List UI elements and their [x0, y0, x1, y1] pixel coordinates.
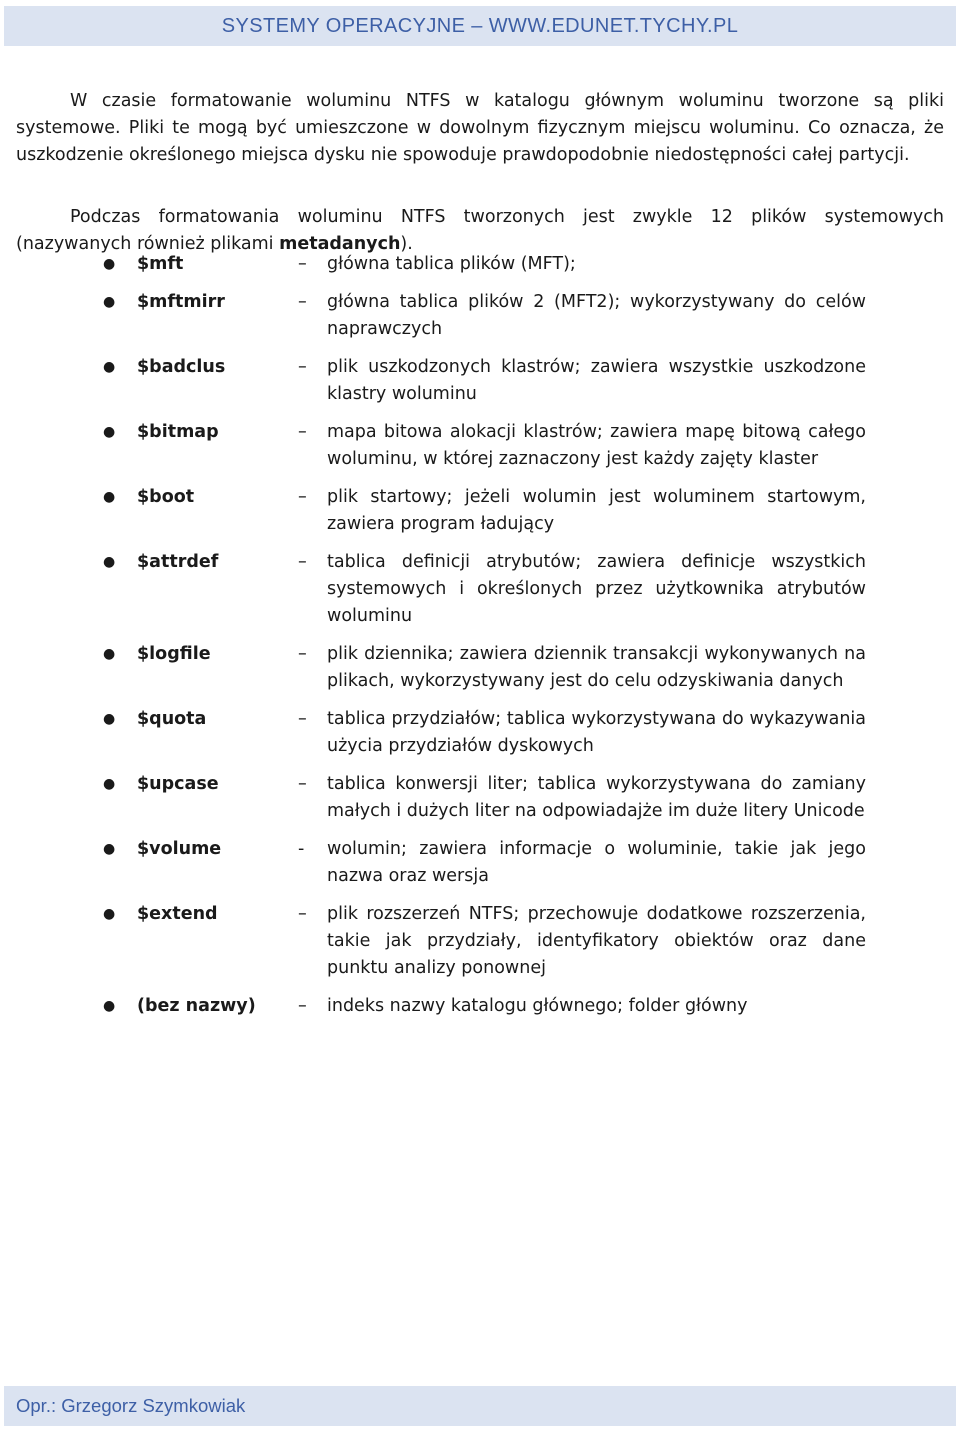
system-file-name: $volume	[137, 839, 222, 859]
system-file-item	[0, 641, 960, 695]
dash-separator: –	[298, 254, 307, 274]
system-file-item	[0, 484, 960, 538]
bullet-icon: ●	[103, 841, 116, 857]
dash-separator: –	[298, 904, 307, 924]
page-footer	[4, 1386, 956, 1426]
system-file-item	[0, 771, 960, 825]
metadata-term: metadanych	[279, 233, 401, 254]
bullet-icon: ●	[103, 256, 116, 272]
system-file-description: główna tablica plików (MFT);	[327, 254, 576, 274]
system-file-name: $quota	[137, 709, 207, 729]
dash-separator: –	[298, 422, 307, 442]
system-files-list	[0, 251, 960, 1020]
system-file-description: plik startowy; jeżeli wolumin jest woluminem startowym, zawiera program ładujący	[327, 487, 866, 534]
bullet-icon: ●	[103, 646, 116, 662]
footer-author: Opr.: Grzegorz Szymkowiak	[16, 1395, 246, 1416]
system-file-item	[0, 836, 960, 890]
bullet-icon: ●	[103, 711, 116, 727]
dash-separator: –	[298, 709, 307, 729]
system-file-name: $logfile	[137, 644, 211, 664]
bullet-icon: ●	[103, 359, 116, 375]
system-file-description: wolumin; zawiera informacje o woluminie, takie jak jego nazwa oraz wersja	[327, 839, 866, 886]
bullet-icon: ●	[103, 424, 116, 440]
system-file-description: tablica definicji atrybutów; zawiera definicje wszystkich systemowych i określonych przez użytkownika atrybutów woluminu	[327, 552, 866, 626]
metadata-paragraph-after: ).	[400, 233, 413, 254]
system-file-name: $extend	[137, 904, 218, 924]
system-file-name: $mftmirr	[137, 292, 225, 312]
dash-separator: –	[298, 774, 307, 794]
system-file-name: $bitmap	[137, 422, 219, 442]
dash-separator: –	[298, 292, 307, 312]
system-file-name: $badclus	[137, 357, 226, 377]
dash-separator: –	[298, 552, 307, 572]
dash-separator: –	[298, 644, 307, 664]
metadata-paragraph	[16, 204, 944, 258]
intro-paragraph	[16, 88, 944, 169]
system-file-name: $boot	[137, 487, 195, 507]
system-file-name: (bez nazwy)	[137, 996, 256, 1016]
bullet-icon: ●	[103, 776, 116, 792]
system-file-item	[0, 993, 960, 1020]
system-file-item	[0, 251, 960, 278]
dash-separator: –	[298, 487, 307, 507]
system-file-item	[0, 549, 960, 630]
system-file-description: tablica konwersji liter; tablica wykorzystywana do zamiany małych i dużych liter na odpowiadajże im duże litery Unicode	[327, 774, 866, 821]
system-file-item	[0, 354, 960, 408]
bullet-icon: ●	[103, 294, 116, 310]
dash-separator: -	[298, 839, 305, 859]
system-file-description: tablica przydziałów; tablica wykorzystywana do wykazywania użycia przydziałów dyskowych	[327, 709, 866, 756]
system-file-description: mapa bitowa alokacji klastrów; zawiera mapę bitową całego woluminu, w której zaznaczony jest każdy zajęty klaster	[327, 422, 866, 469]
bullet-icon: ●	[103, 554, 116, 570]
header-title: SYSTEMY OPERACYJNE – WWW.EDUNET.TYCHY.PL	[221, 14, 739, 37]
metadata-paragraph-before: Podczas formatowania woluminu NTFS tworzonych jest zwykle 12 plików systemowych (nazywanych również plikami	[16, 206, 944, 254]
intro-paragraph-text: W czasie formatowanie woluminu NTFS w katalogu głównym woluminu tworzone są pliki systemowe. Pliki te mogą być umieszczone w dowolnym fizycznym miejscu woluminu. Co oznacza, że uszkodzenie określonego miejsca dysku nie spowoduje prawdopodobnie niedostępności całej partycji.	[16, 90, 944, 165]
dash-separator: –	[298, 996, 307, 1016]
system-file-item	[0, 419, 960, 473]
system-file-item	[0, 289, 960, 343]
system-file-name: $attrdef	[137, 552, 219, 572]
system-file-item	[0, 706, 960, 760]
system-file-description: plik dziennika; zawiera dziennik transakcji wykonywanych na plikach, wykorzystywany jest do celu odzyskiwania danych	[327, 644, 866, 691]
system-file-item	[0, 901, 960, 982]
page-header	[4, 6, 956, 46]
system-file-name: $mft	[137, 254, 184, 274]
system-file-name: $upcase	[137, 774, 219, 794]
bullet-icon: ●	[103, 906, 116, 922]
system-file-description: plik rozszerzeń NTFS; przechowuje dodatkowe rozszerzenia, takie jak przydziały, identyfikatory obiektów oraz dane punktu analizy ponownej	[327, 904, 866, 978]
system-file-description: plik uszkodzonych klastrów; zawiera wszystkie uszkodzone klastry woluminu	[327, 357, 866, 404]
system-file-description: główna tablica plików 2 (MFT2); wykorzystywany do celów naprawczych	[327, 292, 866, 339]
system-file-description: indeks nazwy katalogu głównego; folder główny	[327, 996, 748, 1016]
bullet-icon: ●	[103, 489, 116, 505]
bullet-icon: ●	[103, 998, 116, 1014]
dash-separator: –	[298, 357, 307, 377]
